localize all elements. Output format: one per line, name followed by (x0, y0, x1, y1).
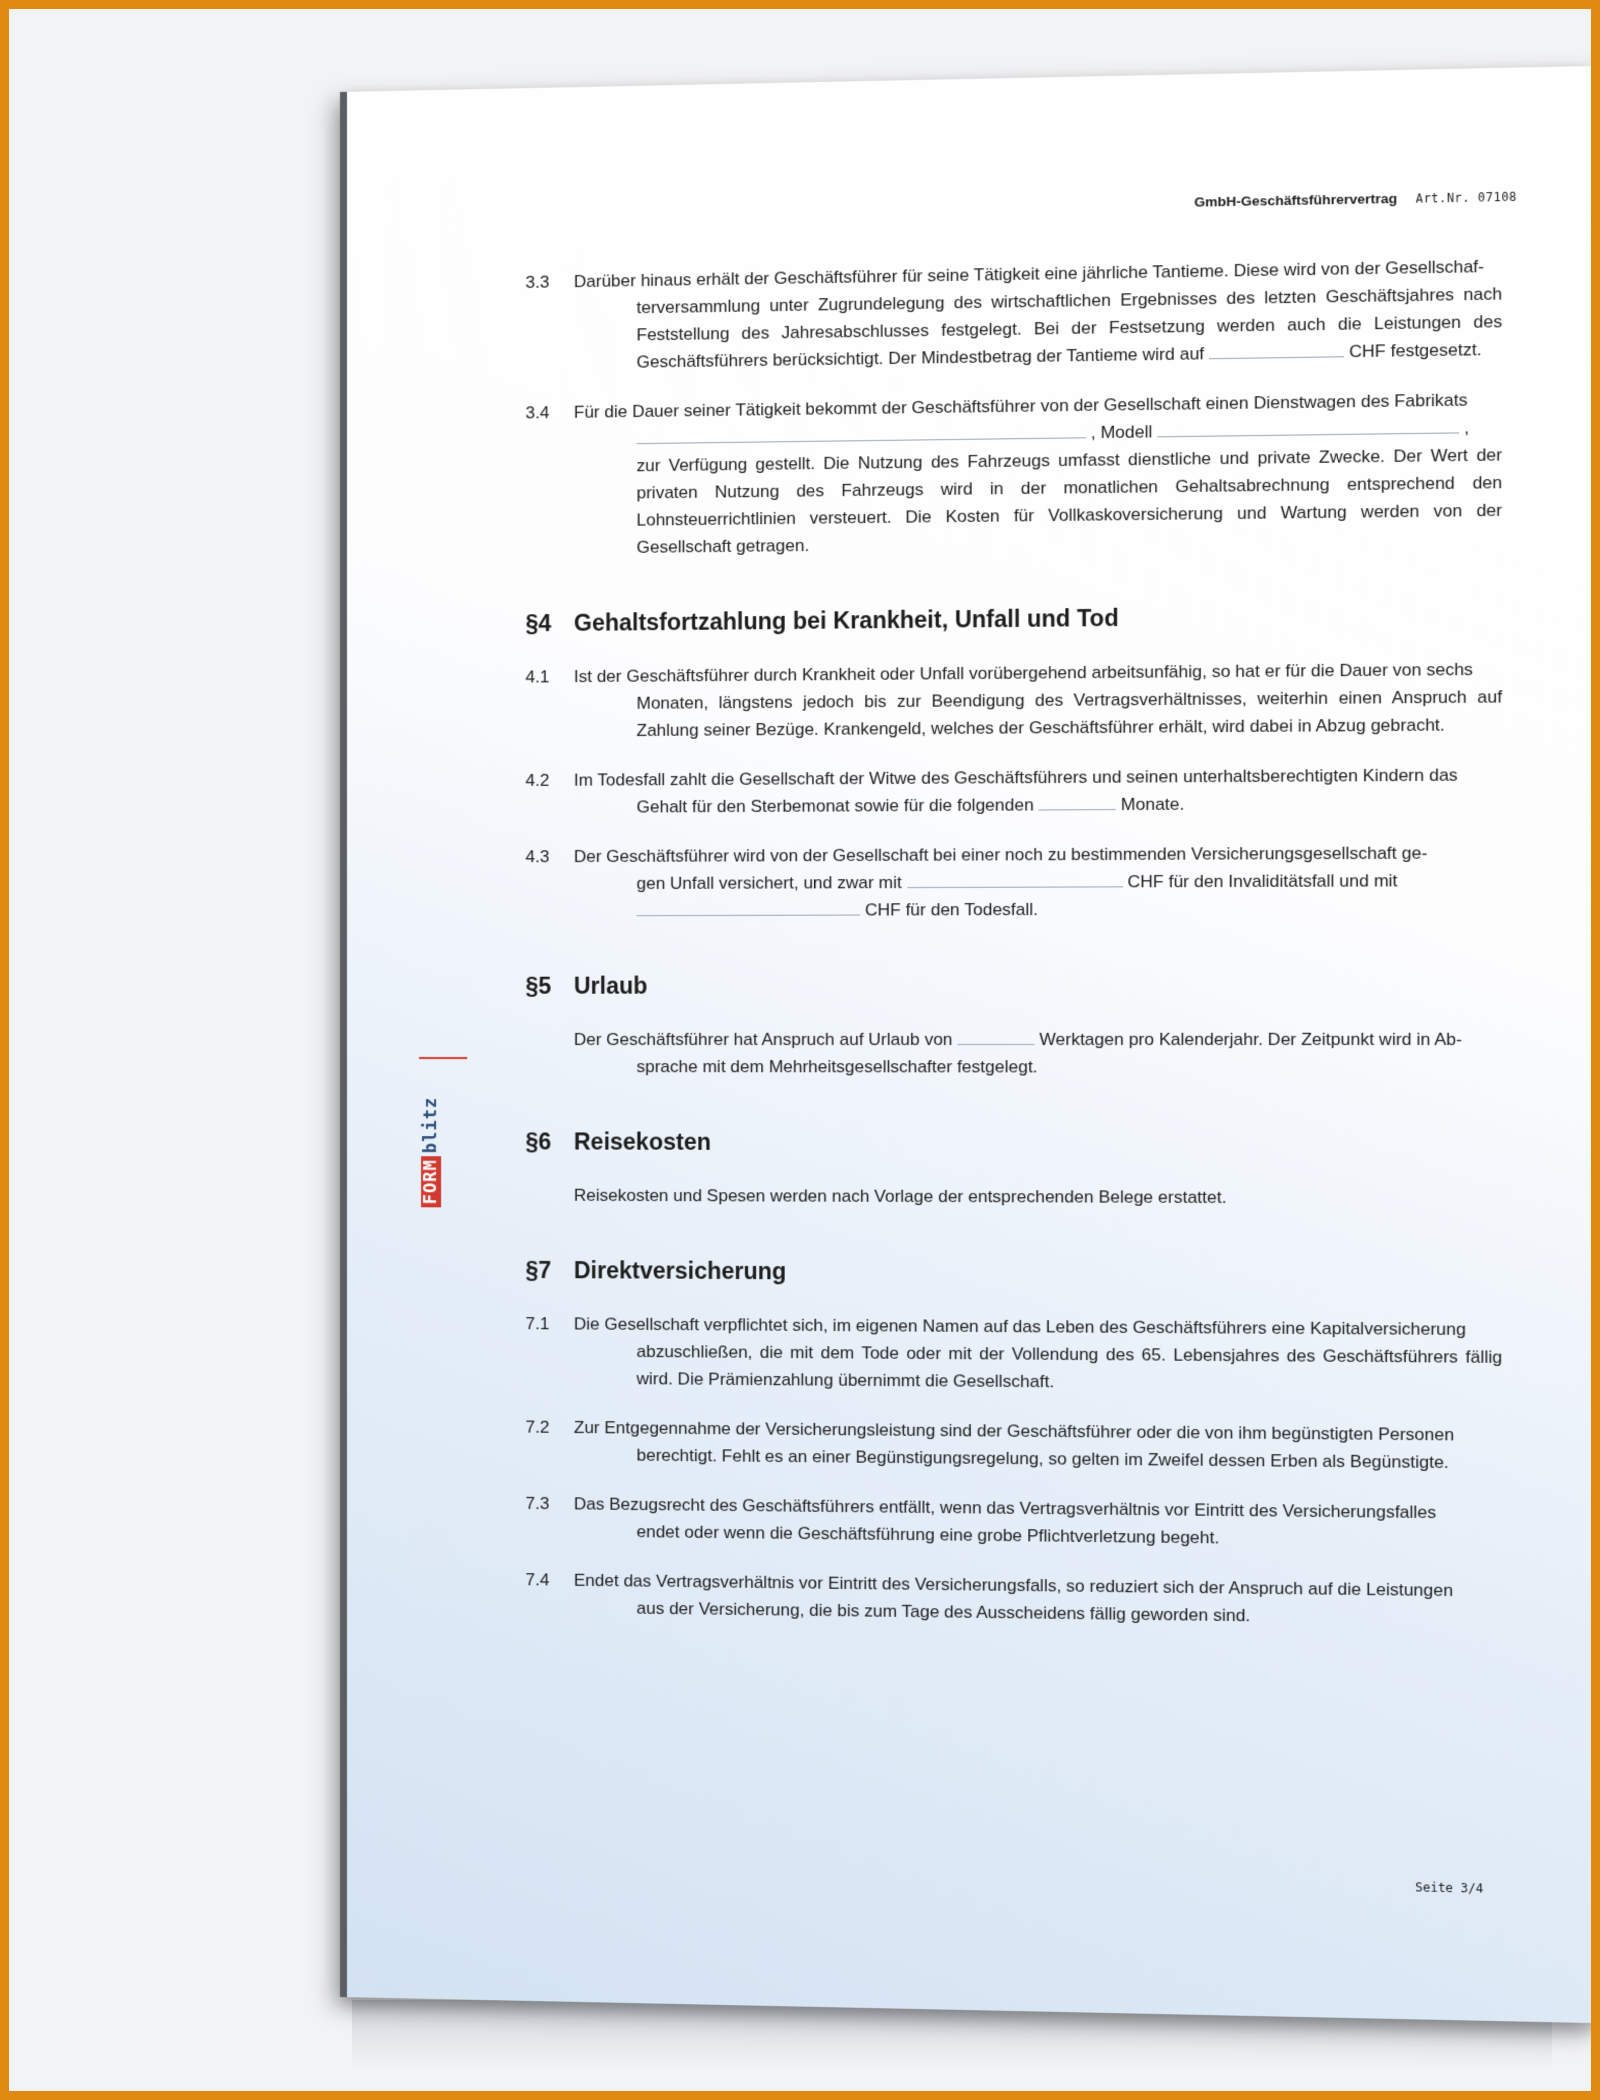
clause-4-1 (525, 655, 1502, 744)
page-number: Seite 3/4 (1415, 1880, 1484, 1896)
clause-4-2 (525, 761, 1502, 821)
page-header (1194, 189, 1517, 210)
clause-3-4 (525, 386, 1502, 562)
document-page (340, 66, 1599, 2023)
formblitz-logo (419, 1057, 447, 1207)
tantieme-amount-field[interactable] (1209, 338, 1344, 359)
clause-number: 7.3 (525, 1493, 550, 1514)
article-number: Art.Nr. 07108 (1415, 189, 1517, 206)
vacation-days-field[interactable] (957, 1026, 1034, 1045)
clause-4-3 (525, 839, 1502, 925)
clause-7-2 (525, 1413, 1502, 1476)
section-5-text: Der Geschäftsführer hat Anspruch auf Urlaub von Werktagen pro Kalenderjahr. Der Zeitpunkt wird in Ab- sprache mit dem Mehrheitsgesellschafter festgelegt. (525, 1026, 1502, 1081)
invalidity-amount-field[interactable] (907, 868, 1123, 888)
clause-number: 7.4 (525, 1570, 550, 1590)
section-5-heading: §5 Urlaub (525, 972, 648, 999)
section-7-heading: §7 Direktversicherung (525, 1256, 787, 1285)
death-amount-field[interactable] (637, 896, 861, 916)
clause-text: Endet das Vertragsverhältnis vor Eintritt des Versicherungsfalls, so reduziert sich der Anspruch auf die Leistungen aus der Versicherung, die bis zum Tage des Ausscheidens fällig geworden sind. (573, 1570, 1454, 1626)
clause-text: Für die Dauer seiner Tätigkeit bekommt der Geschäftsführer von der Gesellschaft einen Dienstwagen des Fabrikats , Modell , zur Verfügung gestellt. Die Nutzung des Fahrzeugs umfasst dienstliche und private Zwecke. Der Wert der privaten Nutzung des Fahrzeugs wird in der monatlichen Gehaltsabrechnung entsprechend den Lohnsteuerrichtlinien versteuert. Die Kosten für Vollkaskoversicherung und Wartung werden von der Gesellschaft getragen. (573, 390, 1503, 557)
clause-number: 3.4 (525, 403, 550, 423)
clause-7-1 (525, 1310, 1502, 1399)
car-make-field[interactable] (637, 419, 1086, 444)
document-content (525, 252, 1502, 1655)
section-6-text: Reisekosten und Spesen werden nach Vorlage der entsprechenden Belege erstattet. (573, 1185, 1227, 1208)
clause-number: 4.3 (525, 847, 550, 867)
months-field[interactable] (1039, 791, 1116, 811)
clause-text: Der Geschäftsführer wird von der Gesellschaft bei einer noch zu bestimmenden Versicherungsgesellschaft ge- gen Unfall versichert, und zwar mit CHF für den Invaliditätsfall und mit CHF für den Todesfall. (573, 843, 1428, 920)
clause-number: 3.3 (525, 272, 550, 292)
section-6-heading: §6 Reisekosten (525, 1128, 711, 1155)
car-model-field[interactable] (1157, 414, 1459, 437)
clause-number: 7.1 (525, 1314, 550, 1334)
clause-text: Im Todesfall zahlt die Gesellschaft der Witwe des Geschäftsführers und seinen unterhaltsberechtigten Kindern das Gehalt für den Sterbemonat sowie für die folgenden Monate. (573, 765, 1458, 817)
logo-blitz: blitz (421, 1096, 442, 1154)
clause-number: 4.1 (525, 667, 550, 687)
document-title: GmbH-Geschäftsführervertrag (1194, 190, 1398, 210)
clause-text: Die Gesellschaft verpflichtet sich, im eigenen Namen auf das Leben des Geschäftsführers eine Kapitalversicherung abzuschließen, die mit dem Tode oder mit der Vollendung des 65. Lebensjahres des Geschäftsführers fällig wird. Die Prämienzahlung übernimmt die Gesellschaft. (573, 1314, 1503, 1392)
logo-accent-line (419, 1057, 467, 1059)
clause-text: Zur Entgegennahme der Versicherungsleistung sind der Geschäftsführer oder die von ihm begünstigten Personen berechtigt. Fehlt es an einer Begünstigungsregelung, so gelten im Zweifel dessen Erben als Begünstigte. (573, 1417, 1455, 1473)
clause-7-4 (525, 1566, 1502, 1632)
logo-form: FORM (421, 1156, 441, 1207)
clause-text: Darüber hinaus erhält der Geschäftsführer für seine Tätigkeit eine jährliche Tantieme. Diese wird von der Gesellschaf- terversammlung unter Zugrundelegung des wirtschaftlichen Ergebnisses des letzten Geschäftsjahres nach Feststellung des Jahresabschlusses festgelegt. Bei der Festsetzung werden auch die Leistungen des Geschäftsführers berücksichtigt. Der Mindestbetrag der Tantieme wird auf CHF festgesetzt. (573, 256, 1503, 372)
section-4-heading: §4 Gehaltsfortzahlung bei Krankheit, Unfall und Tod (525, 604, 1119, 637)
clause-3-3 (525, 252, 1502, 377)
clause-7-3 (525, 1490, 1502, 1555)
clause-text: Das Bezugsrecht des Geschäftsführers entfällt, wenn das Vertragsverhältnis vor Eintritt des Versicherungsfalles endet oder wenn die Geschäftsführung eine grobe Pflichtverletzung begeht. (573, 1494, 1437, 1548)
clause-number: 4.2 (525, 770, 550, 790)
clause-text: Ist der Geschäftsführer durch Krankheit oder Unfall vorübergehend arbeitsunfähig, so hat er für die Dauer von sechs Monaten, längstens jedoch bis zur Beendigung des Vertragsverhältnisses, weiterhin einen Anspruch auf Zahlung seiner Bezüge. Krankengeld, welches der Geschäftsführer erhält, wird dabei in Abzug gebracht. (573, 659, 1503, 741)
clause-number: 7.2 (525, 1417, 550, 1437)
